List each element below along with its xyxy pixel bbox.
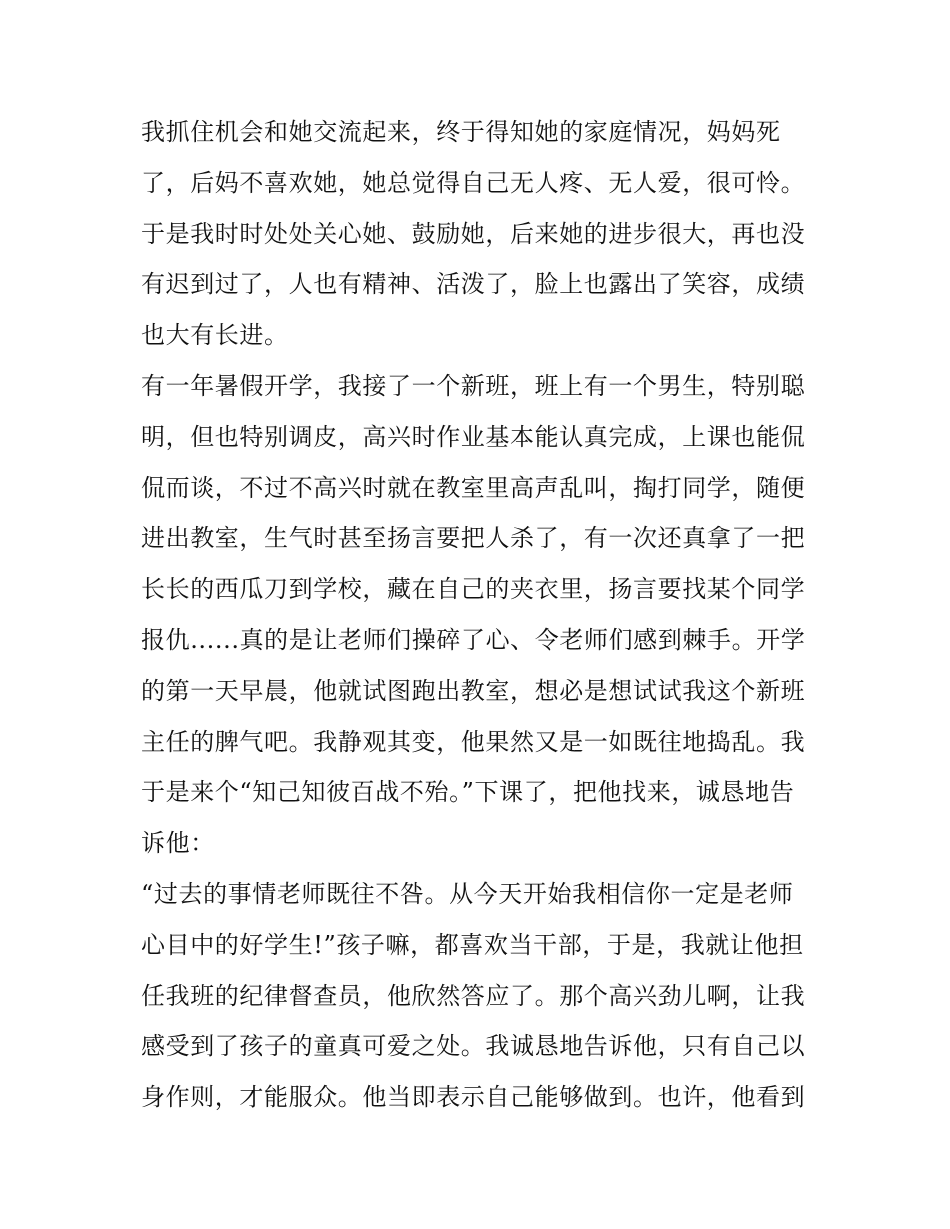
text-line: 侃而谈，不过不高兴时就在教室里高声乱叫，掏打同学，随便 <box>141 473 806 502</box>
text-line: 心目中的好学生!”孩子嘛，都喜欢当干部，于是，我就让他担 <box>141 930 804 959</box>
text-line: 身作则，才能服众。他当即表示自己能够做到。也许，他看到 <box>141 1083 806 1112</box>
text-line: 有迟到过了，人也有精神、活泼了，脸上也露出了笑容，成绩 <box>141 270 806 299</box>
text-line: 感受到了孩子的童真可爱之处。我诚恳地告诉他，只有自己以 <box>141 1032 806 1061</box>
text-line: “过去的事情老师既往不咎。从今天开始我相信你一定是老师 <box>141 879 794 908</box>
text-line: 报仇......真的是让老师们操碎了心、令老师们感到棘手。开学 <box>141 625 806 654</box>
text-line: 任我班的纪律督查员，他欣然答应了。那个高兴劲儿啊，让我 <box>141 981 806 1010</box>
text-line: 明，但也特别调皮，高兴时作业基本能认真完成，上课也能侃 <box>141 422 806 451</box>
text-line: 我抓住机会和她交流起来，终于得知她的家庭情况，妈妈死 <box>141 118 781 146</box>
text-line: 进出教室，生气时甚至扬言要把人杀了，有一次还真拿了一把 <box>141 524 806 553</box>
text-line: 主任的脾气吧。我静观其变，他果然又是一如既往地捣乱。我 <box>141 727 806 756</box>
text-line: 诉他： <box>141 829 215 858</box>
text-line: 于是我时时处处关心她、鼓励她，后来她的进步很大，再也没 <box>141 219 806 248</box>
text-line: 也大有长进。 <box>141 321 289 350</box>
text-line: 于是来个“知己知彼百战不殆。”下课了，把他找来，诚恳地告 <box>141 778 795 807</box>
text-line: 的第一天早晨，他就试图跑出教室，想必是想试试我这个新班 <box>141 676 806 705</box>
text-line: 了，后妈不喜欢她，她总觉得自己无人疼、无人爱，很可怜。 <box>141 168 806 197</box>
text-line: 长长的西瓜刀到学校，藏在自己的夹衣里，扬言要找某个同学 <box>141 575 806 604</box>
text-line: 有一年暑假开学，我接了一个新班，班上有一个男生，特别聪 <box>141 371 806 400</box>
body-text <box>141 107 813 1123</box>
